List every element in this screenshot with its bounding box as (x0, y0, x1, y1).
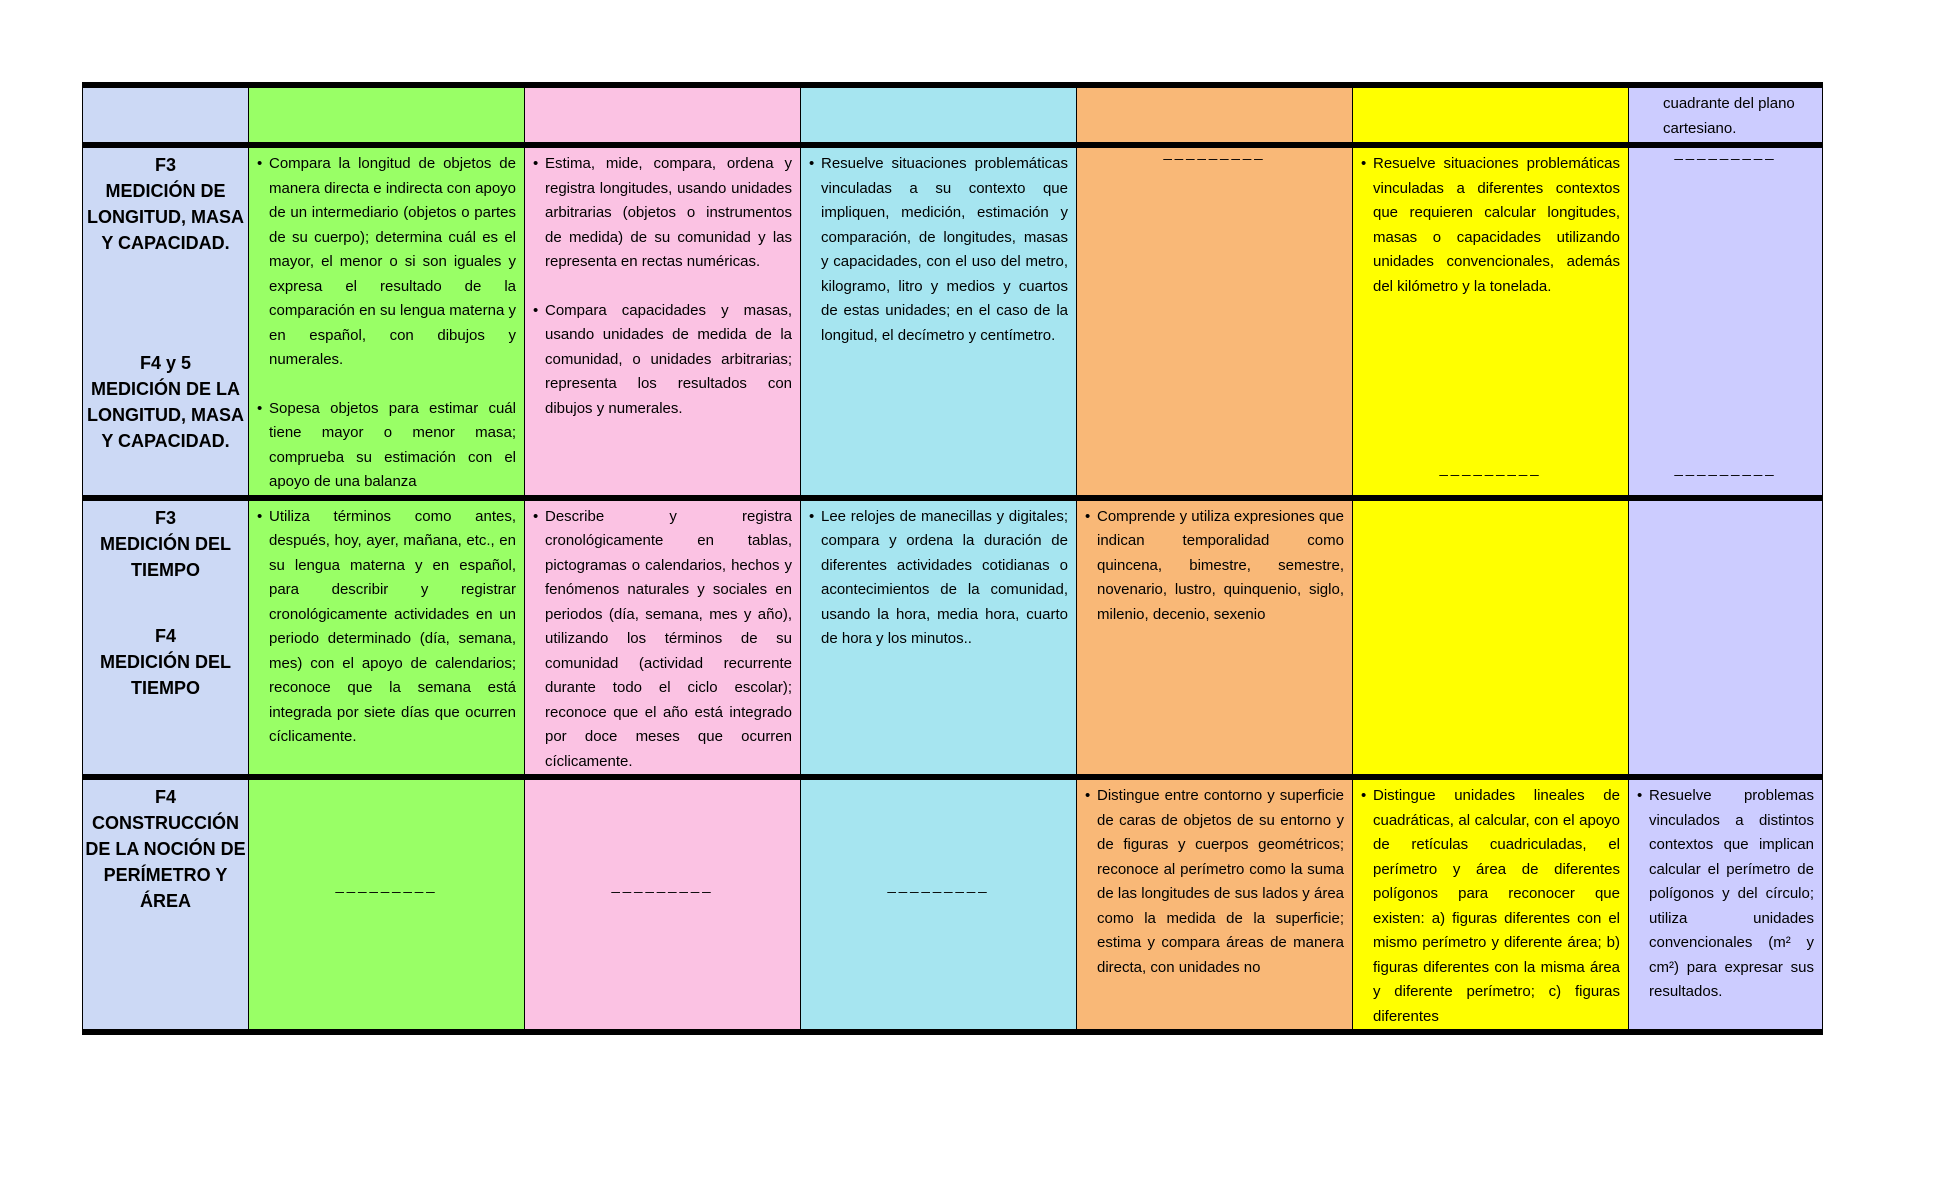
list-item: • Distingue unidades lineales de cuadráticas, al calcular, con el apoyo de retículas cuadriculadas, el perímetro y área de diferentes polígonos para reconocer que existen: a) figuras diferentes con el mismo perímetro y diferente área; b) figuras diferentes con la misma área y diferente perímetro; c) figuras diferentes (1361, 784, 1620, 1029)
row-label-line: MEDICIÓN DEL TIEMPO (99, 533, 231, 580)
row-label-line: F4 y 5 (139, 353, 192, 373)
row-label-line: F4 (154, 787, 176, 807)
row-label-line: F4 (154, 625, 176, 646)
list-item: • Resuelve problemas vinculados a distintos contextos que implican calcular el perímetro de polígonos y del círculo; utiliza unidades convencionales (m² y cm²) para expresar sus resultados. (1637, 784, 1814, 1005)
content-cell (1353, 85, 1629, 145)
list-item: • Lee relojes de manecillas y digitales; compara y ordena la duración de diferentes actividades cotidianas o acontecimientos de la comunidad, usando la hora, media hora, cuarto de hora y los minutos.. (809, 505, 1068, 652)
content-cell (249, 498, 525, 778)
table-row (83, 85, 1823, 145)
content-cell (1353, 777, 1629, 1032)
row-label-line: CONSTRUCCIÓN DE LA NOCIÓN DE PERÍMETRO Y ÁREA (85, 813, 246, 911)
list-item: • Compara la longitud de objetos de manera directa e indirecta con apoyo de un intermediario (objetos o partes de su cuerpo); determina cuál es el mayor, el menor o si son iguales y expresa el resultado de la comparación en su lengua materna y en español, con dibujos y numerales. (257, 152, 516, 373)
row-label-line: MEDICIÓN DEL TIEMPO (99, 651, 231, 698)
content-cell (801, 145, 1077, 498)
bullet-list (809, 505, 1068, 652)
content-cell (1077, 777, 1353, 1032)
content-cell (801, 777, 1077, 1032)
label-spacer (85, 583, 246, 623)
empty-placeholder-dash: _________ (887, 877, 990, 895)
empty-placeholder-dash: _________ (1674, 460, 1777, 477)
table-row (83, 498, 1823, 778)
empty-placeholder-dash: _________ (611, 877, 714, 895)
bullet-list (1085, 505, 1344, 628)
content-cell (1629, 460, 1823, 778)
table-row (83, 145, 1823, 498)
row-label-line: F3 (154, 155, 176, 175)
content-cell (801, 85, 1077, 145)
content-cell (1077, 145, 1353, 498)
content-cell (525, 498, 801, 778)
row-label-cell (83, 145, 249, 498)
bullet-list (533, 505, 792, 775)
content-cell (1353, 460, 1629, 778)
content-cell (249, 145, 525, 498)
content-cell (1353, 145, 1629, 498)
label-spacer (85, 256, 246, 350)
continued-text: cuadrante del plano cartesiano. (1663, 95, 1795, 137)
row-label-cell (83, 777, 249, 1032)
content-cell (1077, 498, 1353, 778)
list-item: • Utiliza términos como antes, después, hoy, ayer, mañana, etc., en su lengua materna y en español, para describir y registrar cronológicamente actividades en un periodo determinado (día, semana, mes) con el apoyo de calendarios; reconoce que la semana está integrada por siete días que ocurren cíclicamente. (257, 505, 516, 750)
list-item: • Sopesa objetos para estimar cuál tiene mayor o menor masa; comprueba su estimación con el apoyo de una balanza (257, 397, 516, 495)
list-item: • Compara capacidades y masas, usando unidades de medida de la comunidad, o unidades arbitrarias; representa los resultados con dibujos y numerales. (533, 299, 792, 422)
list-item: • Comprende y utiliza expresiones que indican temporalidad como quincena, bimestre, semestre, novenario, lustro, quinquenio, siglo, milenio, decenio, sexenio (1085, 505, 1344, 628)
list-item: • Describe y registra cronológicamente en tablas, pictogramas o calendarios, hechos y fenómenos naturales y sociales en periodos (día, semana, mes y año), utilizando los términos de su comunidad (actividad recurrente durante todo el ciclo escolar); reconoce que el año está integrado por doce meses que ocurren cíclicamente. (533, 505, 792, 775)
list-item: • Resuelve situaciones problemáticas vinculadas a su contexto que impliquen, medición, estimación y comparación, de longitudes, masas y capacidades, con el uso del metro, kilogramo, litro y medios y cuartos de estas unidades; en el caso de la longitud, el decímetro y centímetro. (809, 152, 1068, 348)
bullet-list (1361, 152, 1620, 299)
bullet-list (809, 152, 1068, 348)
bullet-list (1085, 784, 1344, 980)
bullet-list (1361, 784, 1620, 1029)
content-cell (249, 85, 525, 145)
row-label-cell (83, 85, 249, 145)
content-cell (525, 145, 801, 498)
content-cell (1077, 85, 1353, 145)
content-cell (801, 498, 1077, 778)
list-item: • Resuelve situaciones problemáticas vinculadas a diferentes contextos que requieren calcular longitudes, masas o capacidades utilizando unidades convencionales, además del kilómetro y la tonelada. (1361, 152, 1620, 299)
empty-placeholder-dash: _________ (1163, 144, 1266, 161)
bullet-list (533, 152, 792, 421)
content-cell (1629, 85, 1823, 145)
empty-placeholder-dash: _________ (1674, 144, 1777, 161)
row-label-line: MEDICIÓN DE LA LONGITUD, MASA Y CAPACIDAD. (87, 379, 244, 451)
content-cell (525, 85, 801, 145)
curriculum-table (82, 82, 1823, 1035)
row-label-cell (83, 498, 249, 778)
bullet-list (257, 505, 516, 750)
row-label-line: MEDICIÓN DE LONGITUD, MASA Y CAPACIDAD. (87, 181, 244, 253)
empty-placeholder-dash: _________ (335, 877, 438, 895)
row-label-line: F3 (154, 507, 176, 528)
content-cell (1629, 145, 1823, 498)
content-cell (525, 777, 801, 1032)
empty-placeholder-dash: _________ (1439, 460, 1542, 477)
bullet-list (257, 152, 516, 495)
content-cell (249, 777, 525, 1032)
bullet-list (1637, 784, 1814, 1005)
content-cell (1629, 777, 1823, 1032)
list-item: • Distingue entre contorno y superficie de caras de objetos de su entorno y de figuras y cuerpos geométricos; reconoce al perímetro como la suma de las longitudes de sus lados y área como la medida de la superficie; estima y compara áreas de manera directa, con unidades no (1085, 784, 1344, 980)
table-row (83, 777, 1823, 1032)
curriculum-table-page (82, 82, 1822, 1035)
list-item: • Estima, mide, compara, ordena y registra longitudes, usando unidades arbitrarias (objetos o instrumentos de medida) de su comunidad y las representa en rectas numéricas. (533, 152, 792, 275)
